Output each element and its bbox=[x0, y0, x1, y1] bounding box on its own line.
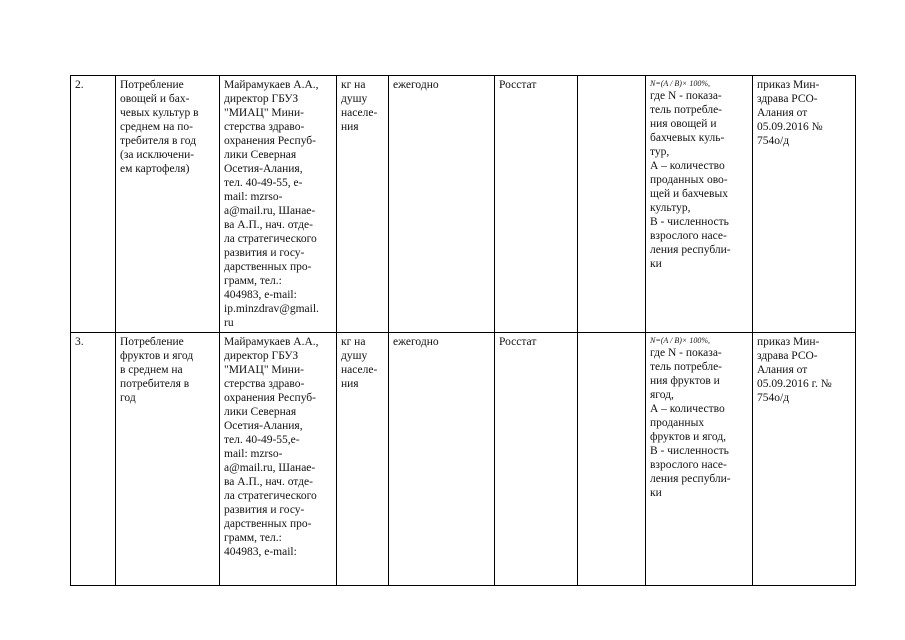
indicator-name: Потребление фруктов и ягод в среднем на потребителя в год bbox=[116, 333, 220, 586]
table-row bbox=[71, 333, 856, 586]
calculation-method bbox=[646, 333, 753, 586]
indicators-table bbox=[70, 75, 856, 586]
table-row bbox=[71, 76, 856, 333]
formula: N=(A / B)× 100%, bbox=[650, 79, 710, 88]
calculation-method bbox=[646, 76, 753, 333]
row-number: 3. bbox=[71, 333, 116, 586]
responsible-person: Майрамукаев А.А., директор ГБУЗ "МИАЦ" Мини- стерства здраво- охранения Респуб- лики Северная Осетия-Алания, тел. 40-49-55,e- mail: mzrso- a@mail.ru, Шанае- ва А.П., нач. отде- ла стратегического развития и госу- дарственных про- грамм, тел.: 404983, e-mail: bbox=[220, 333, 337, 586]
responsible-person: Майрамукаев А.А., директор ГБУЗ "МИАЦ" Мини- стерства здраво- охранения Респуб- лики Северная Осетия-Алания, тел. 40-49-55, e- mail: mzrso- a@mail.ru, Шанае- ва А.П., нач. отде- ла стратегического развития и госу- дарственных про- грамм, тел.: 404983, e-mail: ip.minzdrav@gmail. ru bbox=[220, 76, 337, 333]
unit-of-measure: кг на душу населе- ния bbox=[337, 333, 389, 586]
periodicity: ежегодно bbox=[389, 333, 495, 586]
regulatory-order: приказ Мин- здрава РСО- Алания от 05.09.2016 г. № 754о/д bbox=[753, 333, 856, 586]
formula-definition: где N - показа- тель потребле- ния овощей и бахчевых куль- тур, А – количество проданных ово- щей и бахчевых культур, В - численность взрослого насе- ления республи- ки bbox=[650, 90, 731, 270]
formula-definition: где N - показа- тель потребле- ния фруктов и ягод, А – количество проданных фруктов и ягод, В - численность взрослого насе- ления республи- ки bbox=[650, 347, 731, 499]
data-source: Росстат bbox=[495, 76, 578, 333]
periodicity: ежегодно bbox=[389, 76, 495, 333]
unit-of-measure: кг на душу населе- ния bbox=[337, 76, 389, 333]
regulatory-order: приказ Мин- здрава РСО- Алания от 05.09.2016 № 754о/д bbox=[753, 76, 856, 333]
row-number: 2. bbox=[71, 76, 116, 333]
indicator-name: Потребление овощей и бах- чевых культур в среднем на по- требителя в год (за исключени- ем картофеля) bbox=[116, 76, 220, 333]
formula: N=(A / B)× 100%, bbox=[650, 336, 710, 345]
empty-cell bbox=[578, 76, 646, 333]
empty-cell bbox=[578, 333, 646, 586]
data-source: Росстат bbox=[495, 333, 578, 586]
